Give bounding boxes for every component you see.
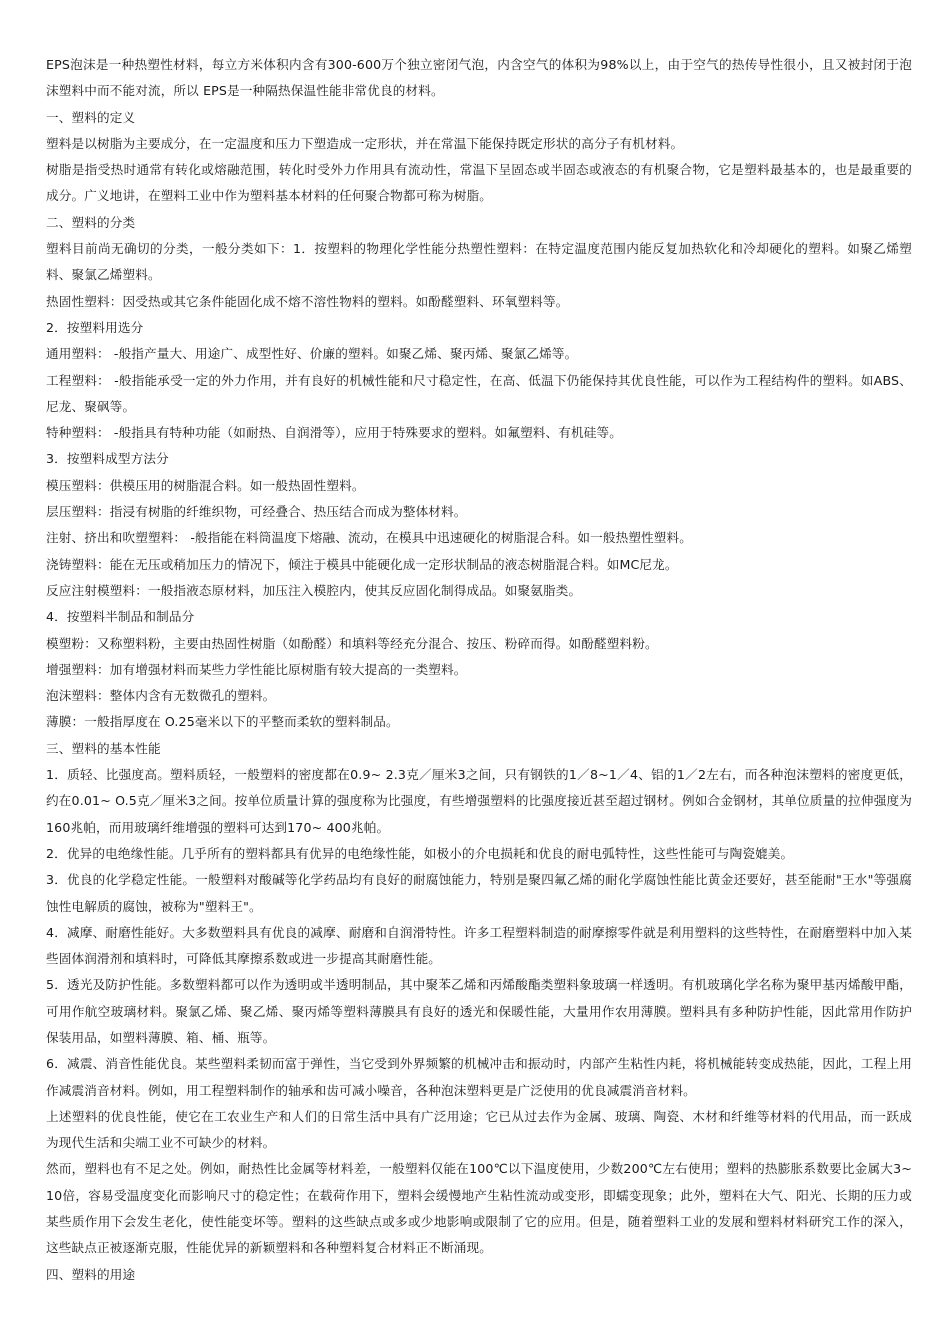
body-paragraph: 模塑粉：又称塑料粉，主要由热固性树脂（如酚醛）和填料等经充分混合、按压、粉碎而得。如酚醛塑料粉。 [46,635,658,651]
document-page [46,52,912,1288]
body-paragraph: 然而，塑料也有不足之处。例如，耐热性比金属等材料差，一般塑料仅能在100℃以下温度使用，少数200℃左右使用；塑料的热膨胀系数要比金属大3~ 10倍，容易受温度变化而影响尺寸的稳定性；在载荷作用下，塑料会缓慢地产生粘性流动或变形，即蠕变现象；此外，塑料在大气、阳光、长期的压力或某些质作用下会发生老化，使性能变坏等。塑料的这些缺点或多或少地影响或限制了它的应用。但是，随着塑料工业的发展和塑料材料研究工作的深入，这些缺点正被逐渐克服，性能优异的新颖塑料和各种塑料复合材料正不断涌现。 [46,1161,912,1256]
subsection-heading: 3．按塑料成型方法分 [46,451,169,467]
subsection-heading: 2．按塑料用选分 [46,319,144,335]
body-paragraph: 2．优异的电绝缘性能。几乎所有的塑料都具有优异的电绝缘性能，如极小的介电损耗和优良的耐电弧特性，这些性能可与陶瓷媲美。 [46,845,794,861]
body-paragraph: 树脂是指受热时通常有转化或熔融范围，转化时受外力作用具有流动性，常温下呈固态或半固态或液态的有机聚合物，它是塑料最基本的，也是最重要的成分。广义地讲，在塑料工业中作为塑料基本材料的任何聚合物都可称为树脂。 [46,162,912,204]
body-paragraph: 3．优良的化学稳定性能。一般塑料对酸碱等化学药品均有良好的耐腐蚀能力，特别是聚四氟乙烯的耐化学腐蚀性能比黄金还要好，甚至能耐"王水"等强腐蚀性电解质的腐蚀，被称为"塑料王"。 [46,872,912,914]
body-paragraph: 泡沫塑料：整体内含有无数微孔的塑料。 [46,688,276,704]
section-heading: 三、塑料的基本性能 [46,740,161,756]
section-heading: 一、塑料的定义 [46,109,136,125]
body-paragraph: 薄膜：一般指厚度在 O.25毫米以下的平整而柔软的塑料制品。 [46,714,399,730]
body-paragraph: 反应注射模塑料：一般指液态原材料，加压注入模腔内，使其反应固化制得成品。如聚氨脂类。 [46,582,582,598]
intro-paragraph: EPS泡沫是一种热塑性材料，每立方米体积内含有300-600万个独立密闭气泡，内含空气的体积为98%以上，由于空气的热传导性很小，且又被封闭于泡沫塑料中而不能对流，所以 EPS是一种隔热保温性能非常优良的材料。 [46,57,912,99]
body-paragraph: 热固性塑料：因受热或其它条件能固化成不熔不溶性物料的塑料。如酚醛塑料、环氧塑料等。 [46,293,569,309]
body-paragraph: 模压塑料：供模压用的树脂混合料。如一般热固性塑料。 [46,477,365,493]
body-paragraph: 塑料目前尚无确切的分类，一般分类如下：1．按塑料的物理化学性能分热塑性塑料：在特定温度范围内能反复加热软化和冷却硬化的塑料。如聚乙烯塑料、聚氯乙烯塑料。 [46,241,912,283]
body-paragraph: 塑料是以树脂为主要成分，在一定温度和压力下塑造成一定形状，并在常温下能保持既定形状的高分子有机材料。 [46,135,684,151]
body-paragraph: 特种塑料： -般指具有特种功能（如耐热、自润滑等），应用于特殊要求的塑料。如氟塑料、有机硅等。 [46,425,623,441]
section-heading: 四、塑料的用途 [46,1266,136,1282]
body-paragraph: 上述塑料的优良性能，使它在工农业生产和人们的日常生活中具有广泛用途；它已从过去作为金属、玻璃、陶瓷、木材和纤维等材料的代用品，而一跃成为现代生活和尖端工业不可缺少的材料。 [46,1108,912,1151]
body-paragraph: 增强塑料：加有增强材料而某些力学性能比原树脂有较大提高的一类塑料。 [46,661,467,677]
body-paragraph: 注射、挤出和吹塑塑料： -般指能在料筒温度下熔融、流动，在模具中迅速硬化的树脂混合科。如一般热塑性塑料。 [46,530,693,546]
body-paragraph: 层压塑料：指浸有树脂的纤维织物，可经叠合、热压结合而成为整体材料。 [46,504,467,520]
body-paragraph: 浇铸塑料：能在无压或稍加压力的情况下，倾注于模具中能硬化成一定形状制品的液态树脂混合料。如MC尼龙。 [46,556,678,572]
body-paragraph: 6．减震、消音性能优良。某些塑料柔韧而富于弹性，当它受到外界频繁的机械冲击和振动时，内部产生粘性内耗，将机械能转变成热能，因此，工程上用作减震消音材料。例如，用工程塑料制作的轴承和齿可减小噪音，各种泡沫塑料更是广泛使用的优良减震消音材料。 [46,1056,912,1098]
section-heading: 二、塑料的分类 [46,214,136,230]
body-paragraph: 通用塑料： -般指产量大、用途广、成型性好、价廉的塑料。如聚乙烯、聚丙烯、聚氯乙烯等。 [46,346,578,362]
body-paragraph: 4．减摩、耐磨性能好。大多数塑料具有优良的减摩、耐磨和自润滑特性。许多工程塑料制造的耐摩擦零件就是利用塑料的这些特性，在耐磨塑料中加入某些固体润滑剂和填料时，可降低其摩擦系数或进一步提高其耐磨性能。 [46,924,912,967]
subsection-heading: 4．按塑料半制品和制品分 [46,609,195,625]
body-paragraph: 工程塑料： -般指能承受一定的外力作用，并有良好的机械性能和尺寸稳定性，在高、低温下仍能保持其优良性能，可以作为工程结构件的塑料。如ABS、尼龙、聚砜等。 [46,372,912,414]
body-paragraph: 1．质轻、比强度高。塑料质轻，一般塑料的密度都在0.9~ 2.3克／厘米3之间，只有钢铁的1／8~1／4、铝的1／2左右，而各种泡沫塑料的密度更低，约在0.01~ O.5克／厘米3之间。按单位质量计算的强度称为比强度，有些增强塑料的比强度接近甚至超过钢材。例如合金钢材，其单位质量的拉伸强度为160兆帕，而用玻璃纤维增强的塑料可达到170~ 400兆帕。 [46,767,912,835]
body-paragraph: 5．透光及防护性能。多数塑料都可以作为透明或半透明制品，其中聚苯乙烯和丙烯酸酯类塑料象玻璃一样透明。有机玻璃化学名称为聚甲基丙烯酸甲酯，可用作航空玻璃材料。聚氯乙烯、聚乙烯、聚丙烯等塑料薄膜具有良好的透光和保暖性能，大量用作农用薄膜。塑料具有多种防护性能，因此常用作防护保装用品，如塑料薄膜、箱、桶、瓶等。 [46,977,912,1045]
